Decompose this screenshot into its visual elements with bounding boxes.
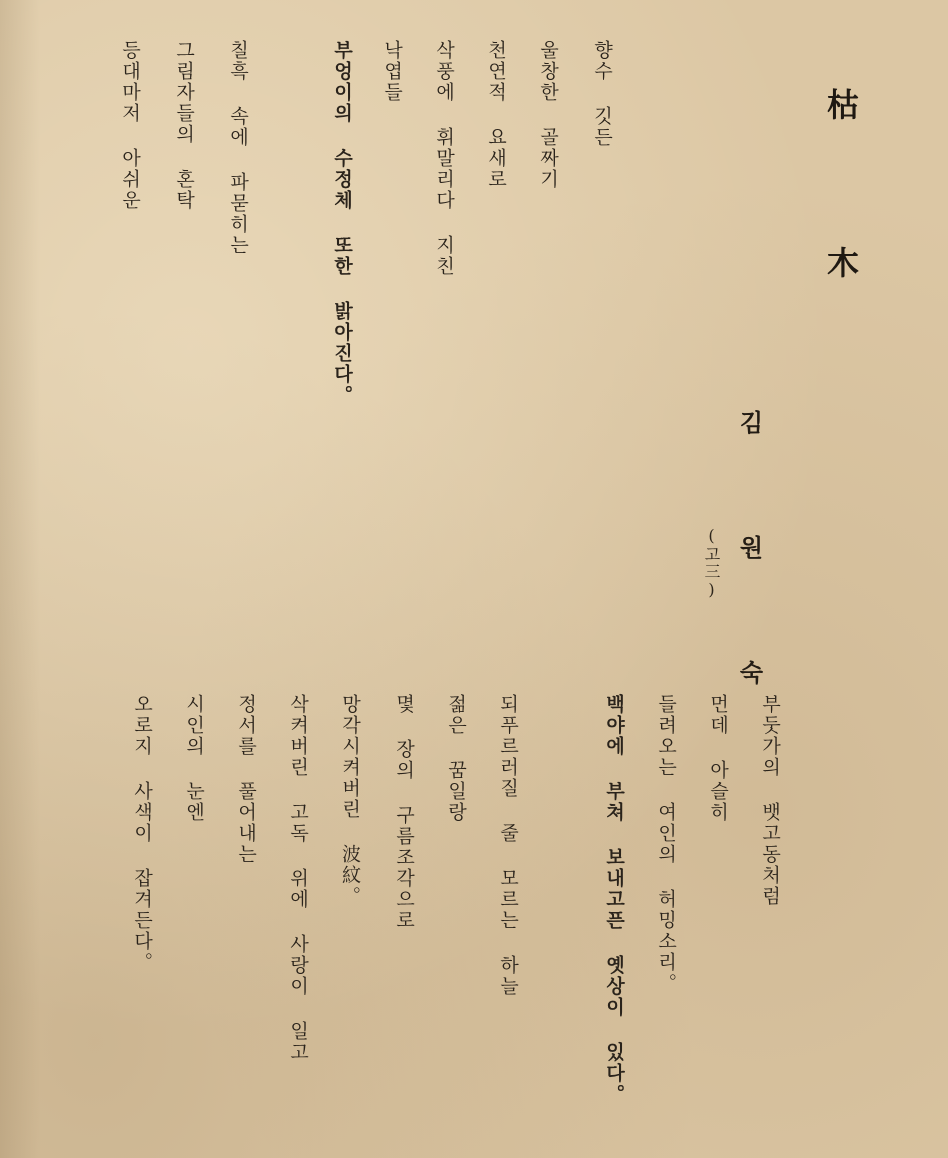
poem-line: 낙엽들 <box>381 40 403 103</box>
poem-line: 젊은 꿈일랑 <box>445 694 467 823</box>
poem-line: 정서를 풀어내는 <box>235 694 257 865</box>
poem-line: 삭켜버린 고독 위에 사랑이 일고 <box>287 694 309 1063</box>
poem-line: 천연적 요새로 <box>485 40 507 190</box>
poem-line: 몇 장의 구름조각으로 <box>393 694 415 931</box>
poem-line: 부엉이의 수정체 또한 밝아진다。 <box>331 40 353 406</box>
poem-title: 枯 木 <box>822 88 860 322</box>
poem-line: 칠흑 속에 파묻히는 <box>227 40 249 256</box>
poem-line: 오로지 사색이 잡겨든다。 <box>131 694 153 973</box>
page-edge-shadow <box>0 0 40 1158</box>
poem-line: 백야에 부쳐 보내고픈 옛상이 있다。 <box>603 694 625 1105</box>
poem-line: 그림자들의 혼탁 <box>173 40 195 211</box>
poem-line: 삭풍에 휘말리다 지친 <box>433 40 455 277</box>
poem-line: 망각시켜버린 波紋。 <box>339 694 361 907</box>
poem-line: 부둣가의 뱃고동처럼 <box>759 694 781 907</box>
author-grade: (고三) <box>702 526 721 600</box>
poem-line: 되푸르러질 줄 모르는 하늘 <box>497 694 519 997</box>
poem-line: 시인의 눈엔 <box>183 694 205 823</box>
poem-line: 들려오는 여인의 허밍소리。 <box>655 694 677 994</box>
poem-line: 먼데 아슬히 <box>707 694 729 823</box>
poem-line: 향수 깃든 <box>591 40 613 148</box>
poem-author: 김 원 숙 <box>735 410 764 720</box>
poem-line: 등대마저 아쉬운 <box>119 40 141 211</box>
poem-line: 울창한 골짜기 <box>537 40 559 190</box>
